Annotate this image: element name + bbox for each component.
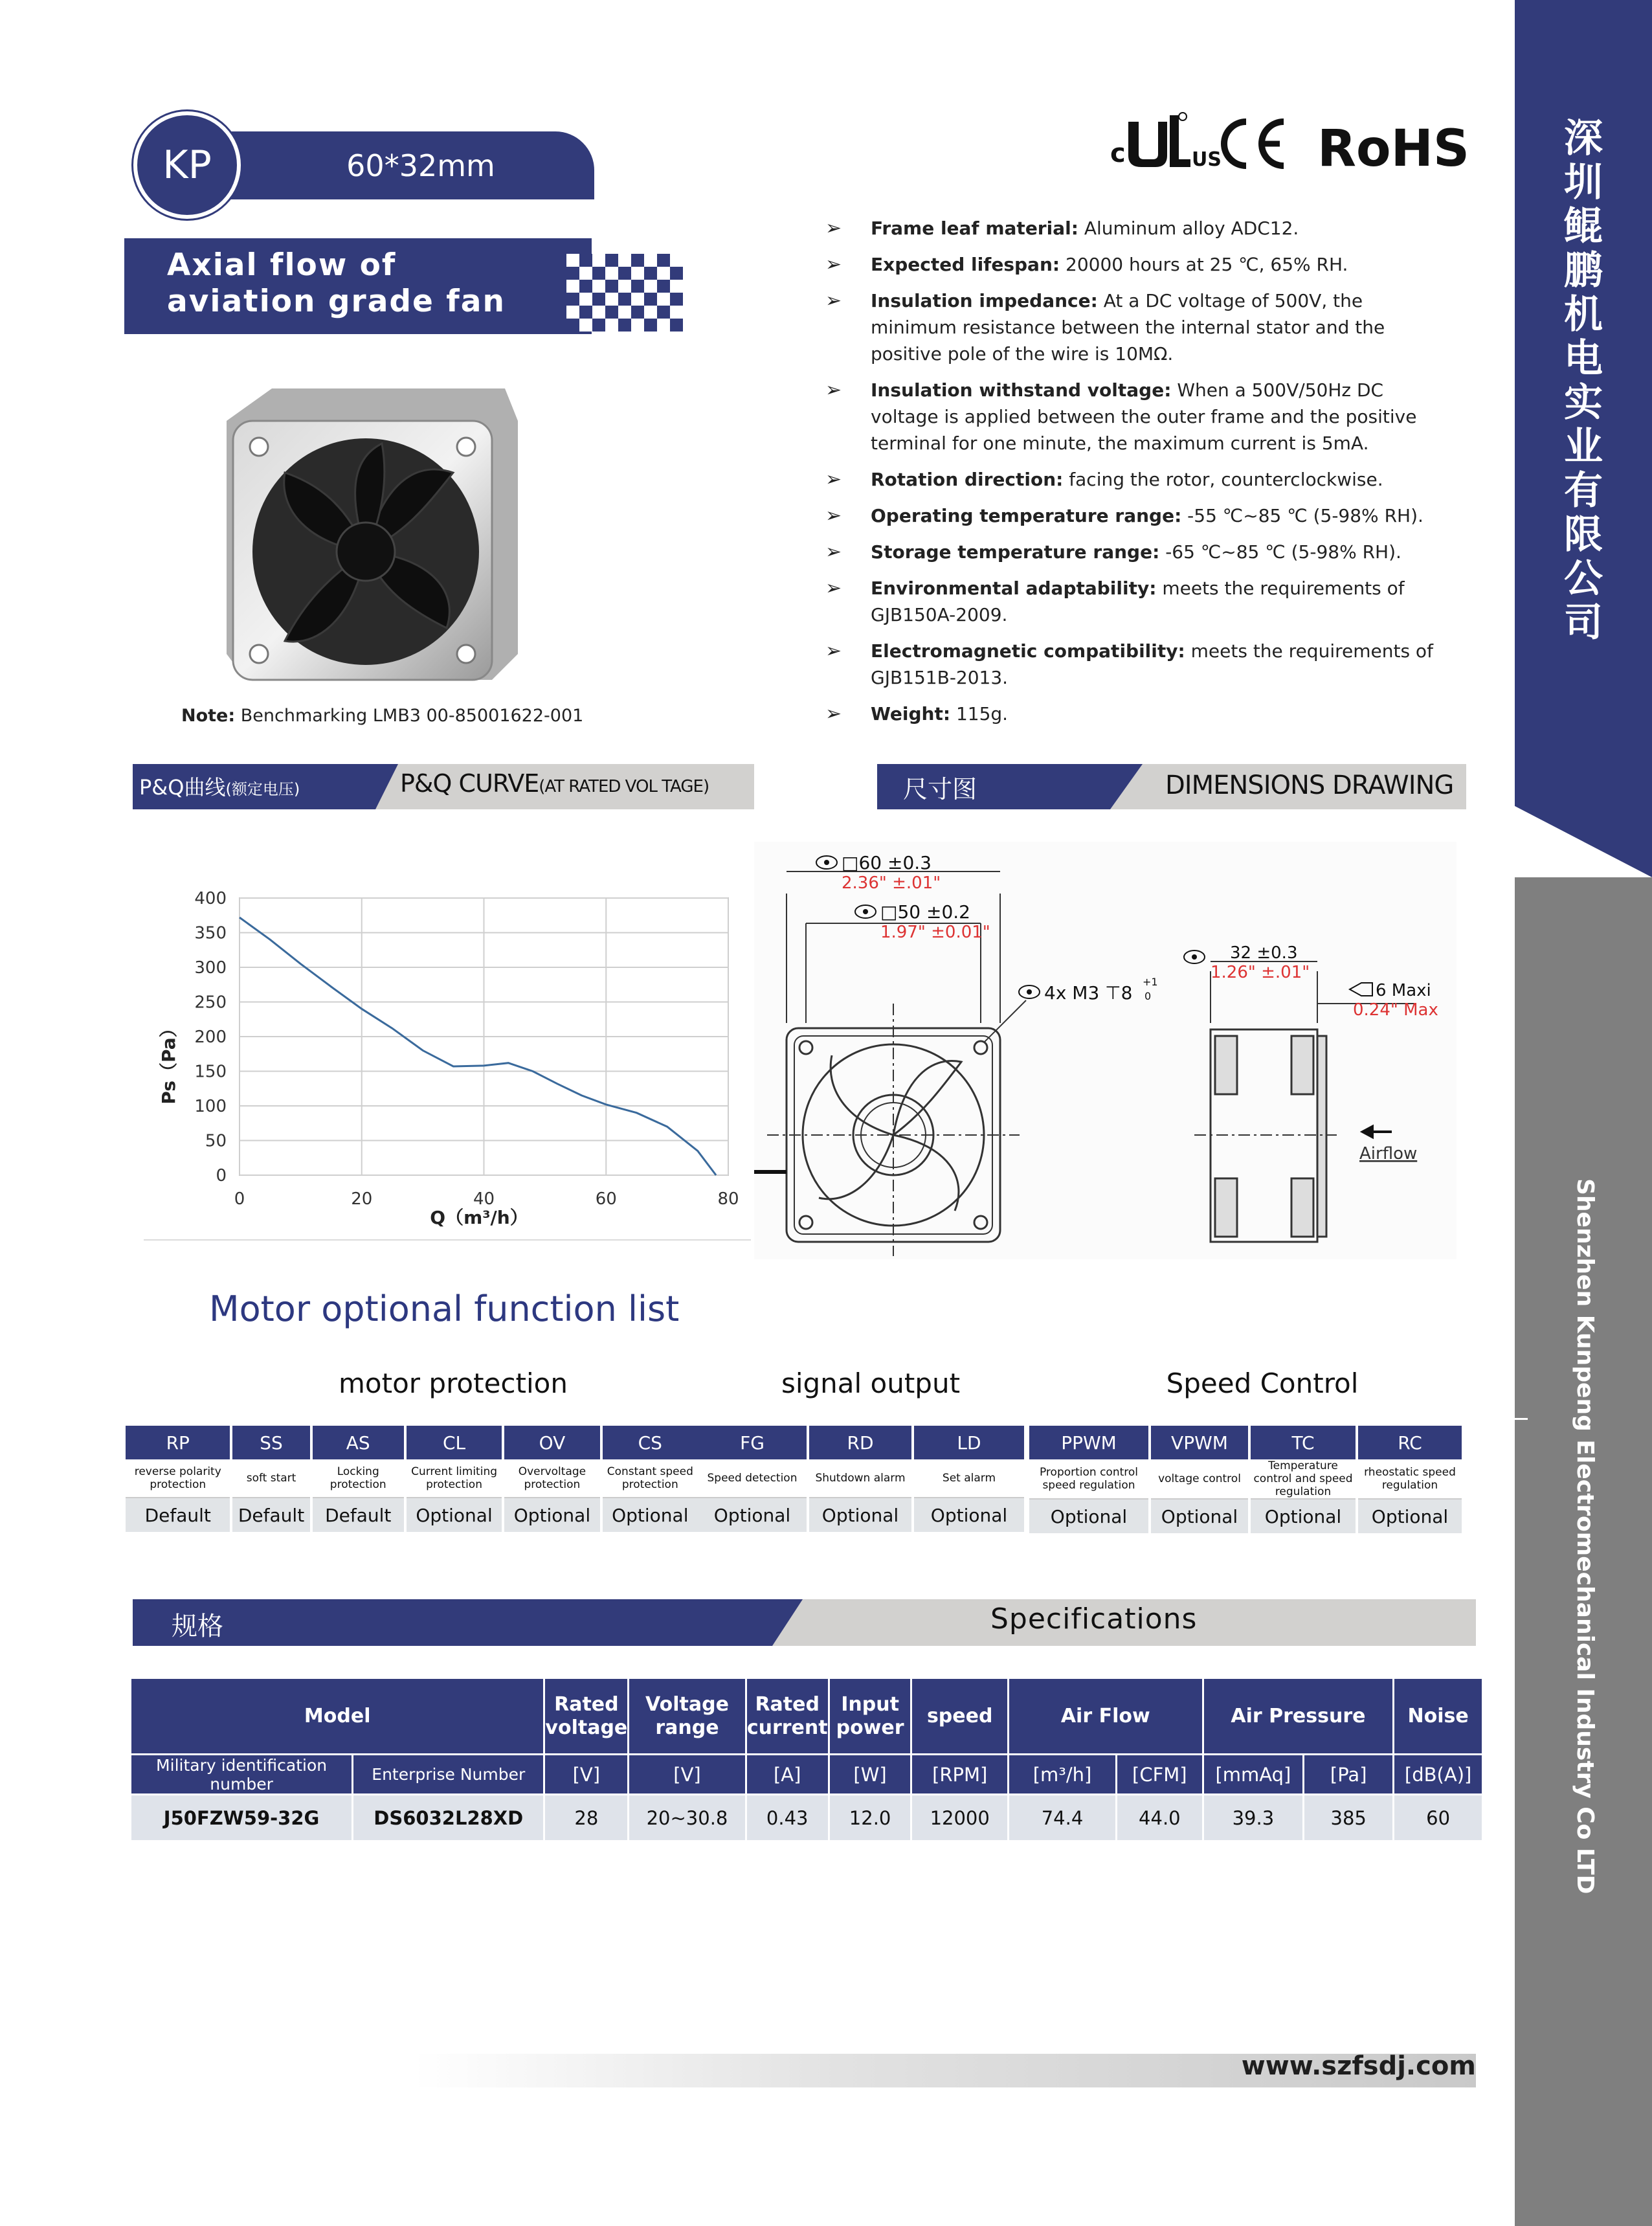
dim-50-in: 1.97" ±0.01" (880, 923, 990, 942)
function-default: Optional (1358, 1500, 1462, 1533)
y-tick-label: 300 (194, 958, 227, 978)
function-desc: Temperature control and speed regulation (1251, 1459, 1356, 1500)
benchmark-note: Note: Benchmarking LMB3 00-85001622-001 (181, 706, 584, 726)
function-code: SS (232, 1426, 309, 1459)
function-default: Default (313, 1498, 404, 1532)
spec-military-number: J50FZW59-32G (131, 1795, 353, 1841)
function-desc: Set alarm (914, 1459, 1024, 1498)
function-desc: Proportion control speed regulation (1029, 1459, 1148, 1500)
rohs-logo: RoHS (1317, 120, 1470, 175)
dim-maxi-in: 0.24" Max (1353, 1000, 1438, 1020)
function-desc: voltage control (1151, 1459, 1248, 1500)
spec-unit: [CFM] (1117, 1755, 1203, 1795)
spec-value: 12.0 (829, 1795, 911, 1841)
x-axis-label: Q（m³/h） (430, 1207, 528, 1228)
spec-unit: [A] (746, 1755, 829, 1795)
y-tick-label: 200 (194, 1028, 227, 1047)
motor-protection-table (123, 1426, 700, 1532)
spec-value: 60 (1394, 1795, 1483, 1841)
spec-col-air-flow: Air Flow (1008, 1678, 1203, 1755)
function-code: LD (914, 1426, 1024, 1459)
x-tick-label: 80 (717, 1189, 739, 1209)
function-desc: Locking protection (313, 1459, 404, 1498)
sidebar-company-cn: 深 圳 鲲 鹏 机 电 实 业 有 限 公 司 (1564, 116, 1603, 646)
spec-unit: [dB(A)] (1394, 1755, 1483, 1795)
checker-pattern-decoration (566, 254, 684, 332)
function-default: Default (232, 1498, 309, 1532)
group-title-motor-protection: motor protection (339, 1367, 568, 1399)
motor-function-title: Motor optional function list (209, 1288, 680, 1329)
dim-60: □60 ±0.3 (842, 852, 932, 873)
certification-logos (1110, 110, 1486, 175)
sidebar-tick-mark (1508, 1418, 1528, 1420)
spec-unit: [V] (544, 1755, 629, 1795)
spec-value: 74.4 (1008, 1795, 1116, 1841)
hole-tol: +1 (1143, 976, 1158, 988)
arrow-bullet-icon: ➢ (825, 217, 842, 240)
function-desc: rheostatic speed regulation (1358, 1459, 1462, 1500)
feature-item: ➢ Weight: 115g. (825, 701, 1447, 727)
function-default: Optional (698, 1498, 807, 1532)
function-default: Optional (1251, 1500, 1356, 1533)
y-tick-label: 100 (194, 1097, 227, 1116)
spec-unit: [m³/h] (1008, 1755, 1116, 1795)
x-tick-label: 40 (473, 1189, 495, 1209)
dim-50: □50 ±0.2 (880, 901, 970, 923)
feature-item: ➢ Frame leaf material: Aluminum alloy ADC12. (825, 215, 1447, 242)
function-desc: Speed detection (698, 1459, 807, 1498)
function-code: AS (313, 1426, 404, 1459)
pq-curve-chart (142, 861, 757, 1250)
feature-list (825, 215, 1447, 737)
feature-item: ➢ Electromagnetic compatibility: meets the requirements of GJB151B-2013. (825, 638, 1447, 691)
x-tick-label: 20 (351, 1189, 373, 1209)
function-desc: reverse polarity protection (126, 1459, 230, 1498)
function-default: Optional (504, 1498, 599, 1532)
spec-col-noise: Noise (1394, 1678, 1483, 1755)
signal-output-table (695, 1426, 1027, 1532)
spec-unit: [RPM] (911, 1755, 1008, 1795)
feature-item: ➢ Expected lifespan: 20000 hours at 25 ℃, 65% RH. (825, 251, 1447, 278)
feature-item: ➢ Operating temperature range: -55 ℃~85 ℃ (5-98% RH). (825, 502, 1447, 529)
spec-col-rated-current: Rated current (746, 1678, 829, 1755)
spec-value: 20~30.8 (629, 1795, 746, 1841)
dim-32-in: 1.26" ±.01" (1211, 963, 1310, 982)
spec-enterprise-number: DS6032L28XD (353, 1795, 544, 1841)
y-tick-label: 250 (194, 993, 227, 1013)
arrow-bullet-icon: ➢ (825, 577, 842, 600)
function-default: Optional (809, 1498, 911, 1532)
y-tick-label: 400 (194, 889, 227, 908)
speed-control-table (1027, 1426, 1464, 1533)
spec-value: 44.0 (1117, 1795, 1203, 1841)
spec-col-rated-voltage: Rated voltage (544, 1678, 629, 1755)
spec-unit: [V] (629, 1755, 746, 1795)
function-code: TC (1251, 1426, 1356, 1459)
function-desc: Current limiting protection (407, 1459, 502, 1498)
spec-unit: [W] (829, 1755, 911, 1795)
dim-maxi: 6 Maxi (1376, 981, 1431, 1000)
arrow-bullet-icon: ➢ (825, 468, 842, 491)
ul-logo (1110, 113, 1222, 171)
feature-item: ➢ Rotation direction: facing the rotor, counterclockwise. (825, 466, 1447, 493)
arrow-bullet-icon: ➢ (825, 640, 842, 662)
function-default: Optional (603, 1498, 698, 1532)
spec-header-cn: 规格 (172, 1612, 223, 1641)
y-tick-label: 50 (205, 1131, 227, 1151)
spec-header-en: Specifications (990, 1602, 1198, 1636)
spec-value: 28 (544, 1795, 629, 1841)
dim-32: 32 ±0.3 (1230, 943, 1298, 963)
x-tick-label: 0 (234, 1189, 245, 1209)
arrow-bullet-icon: ➢ (825, 289, 842, 312)
svg-text:US: US (1192, 148, 1222, 171)
function-code: RD (809, 1426, 911, 1459)
y-axis-label: Ps（Pa） (158, 1019, 179, 1105)
spec-row (131, 1795, 1483, 1841)
function-default: Default (126, 1498, 230, 1532)
function-default: Optional (914, 1498, 1024, 1532)
series-badge: KP (133, 111, 241, 219)
dimensions-drawing (754, 842, 1457, 1263)
spec-header-cn-bg (133, 1599, 803, 1646)
product-title: Axial flow of aviation grade fan (167, 247, 506, 319)
hole-spec: 4x M3 ⊤8 (1044, 982, 1133, 1004)
pq-series-line (240, 917, 716, 1175)
arrow-bullet-icon: ➢ (825, 703, 842, 725)
feature-item: ➢ Storage temperature range: -65 ℃~85 ℃ (5-98% RH). (825, 539, 1447, 565)
function-code: PPWM (1029, 1426, 1148, 1459)
group-title-signal-output: signal output (781, 1367, 961, 1399)
function-code: CL (407, 1426, 502, 1459)
hole-tol2: 0 (1144, 990, 1152, 1002)
function-code: RP (126, 1426, 230, 1459)
function-desc: Constant speed protection (603, 1459, 698, 1498)
spec-sub-enterprise: Enterprise Number (353, 1755, 544, 1795)
arrow-bullet-icon: ➢ (825, 504, 842, 527)
y-tick-label: 150 (194, 1062, 227, 1082)
fan-size: 60*32mm (346, 148, 495, 183)
ce-logo (1224, 122, 1284, 166)
feature-item: ➢ Insulation withstand voltage: When a 500V/50Hz DC voltage is applied between the outer frame and the positive terminal for one minute, the maximum current is 5mA. (825, 377, 1447, 456)
sidebar-fold (1515, 806, 1652, 877)
arrow-bullet-icon: ➢ (825, 379, 842, 401)
function-code: VPWM (1151, 1426, 1248, 1459)
fan-product-photo (220, 382, 524, 686)
y-tick-label: 350 (194, 923, 227, 943)
function-code: CS (603, 1426, 698, 1459)
spec-value: 0.43 (746, 1795, 829, 1841)
spec-unit: [Pa] (1304, 1755, 1394, 1795)
spec-col-model: Model (131, 1678, 544, 1755)
arrow-bullet-icon: ➢ (825, 253, 842, 276)
svg-text:c: c (1110, 139, 1126, 168)
spec-value: 385 (1304, 1795, 1394, 1841)
dim-header-en: DIMENSIONS DRAWING (1165, 770, 1454, 800)
website-link[interactable]: www.szfsdj.com (1241, 2051, 1476, 2081)
chart-ticks (194, 889, 739, 1209)
function-default: Optional (407, 1498, 502, 1532)
function-code: FG (698, 1426, 807, 1459)
spec-col-speed: speed (911, 1678, 1008, 1755)
x-tick-label: 60 (595, 1189, 617, 1209)
pq-header-en: P&Q CURVE(AT RATED VOL TAGE) (400, 769, 709, 798)
spec-sub-military: Military identification number (131, 1755, 353, 1795)
chart-grid (240, 898, 728, 1175)
group-title-speed-control: Speed Control (1166, 1367, 1359, 1399)
function-desc: Shutdown alarm (809, 1459, 911, 1498)
dim-60-in: 2.36" ±.01" (842, 873, 941, 893)
spec-unit: [mmAq] (1203, 1755, 1304, 1795)
spec-col-voltage-range: Voltage range (629, 1678, 746, 1755)
spec-value: 12000 (911, 1795, 1008, 1841)
function-desc: Overvoltage protection (504, 1459, 599, 1498)
arrow-bullet-icon: ➢ (825, 541, 842, 563)
pq-header-cn: P&Q曲线(额定电压) (139, 775, 300, 800)
spec-col-air-pressure: Air Pressure (1203, 1678, 1394, 1755)
y-tick-label: 0 (216, 1166, 227, 1186)
spec-table (129, 1677, 1484, 1842)
sidebar-company-en: Shenzhen Kunpeng Electromechanical Industry Co LTD (1572, 1178, 1598, 1894)
feature-item: ➢ Insulation impedance: At a DC voltage of 500V, the minimum resistance between the internal stator and the positive pole of the wire is 10MΩ. (825, 287, 1447, 367)
function-desc: soft start (232, 1459, 309, 1498)
feature-item: ➢ Environmental adaptability: meets the requirements of GJB150A-2009. (825, 575, 1447, 628)
spec-col-input-power: Input power (829, 1678, 911, 1755)
function-code: RC (1358, 1426, 1462, 1459)
function-code: OV (504, 1426, 599, 1459)
airflow-label: Airflow (1359, 1144, 1418, 1164)
dim-header-cn: 尺寸图 (903, 775, 977, 804)
function-default: Optional (1151, 1500, 1248, 1533)
spec-value: 39.3 (1203, 1795, 1304, 1841)
function-default: Optional (1029, 1500, 1148, 1533)
